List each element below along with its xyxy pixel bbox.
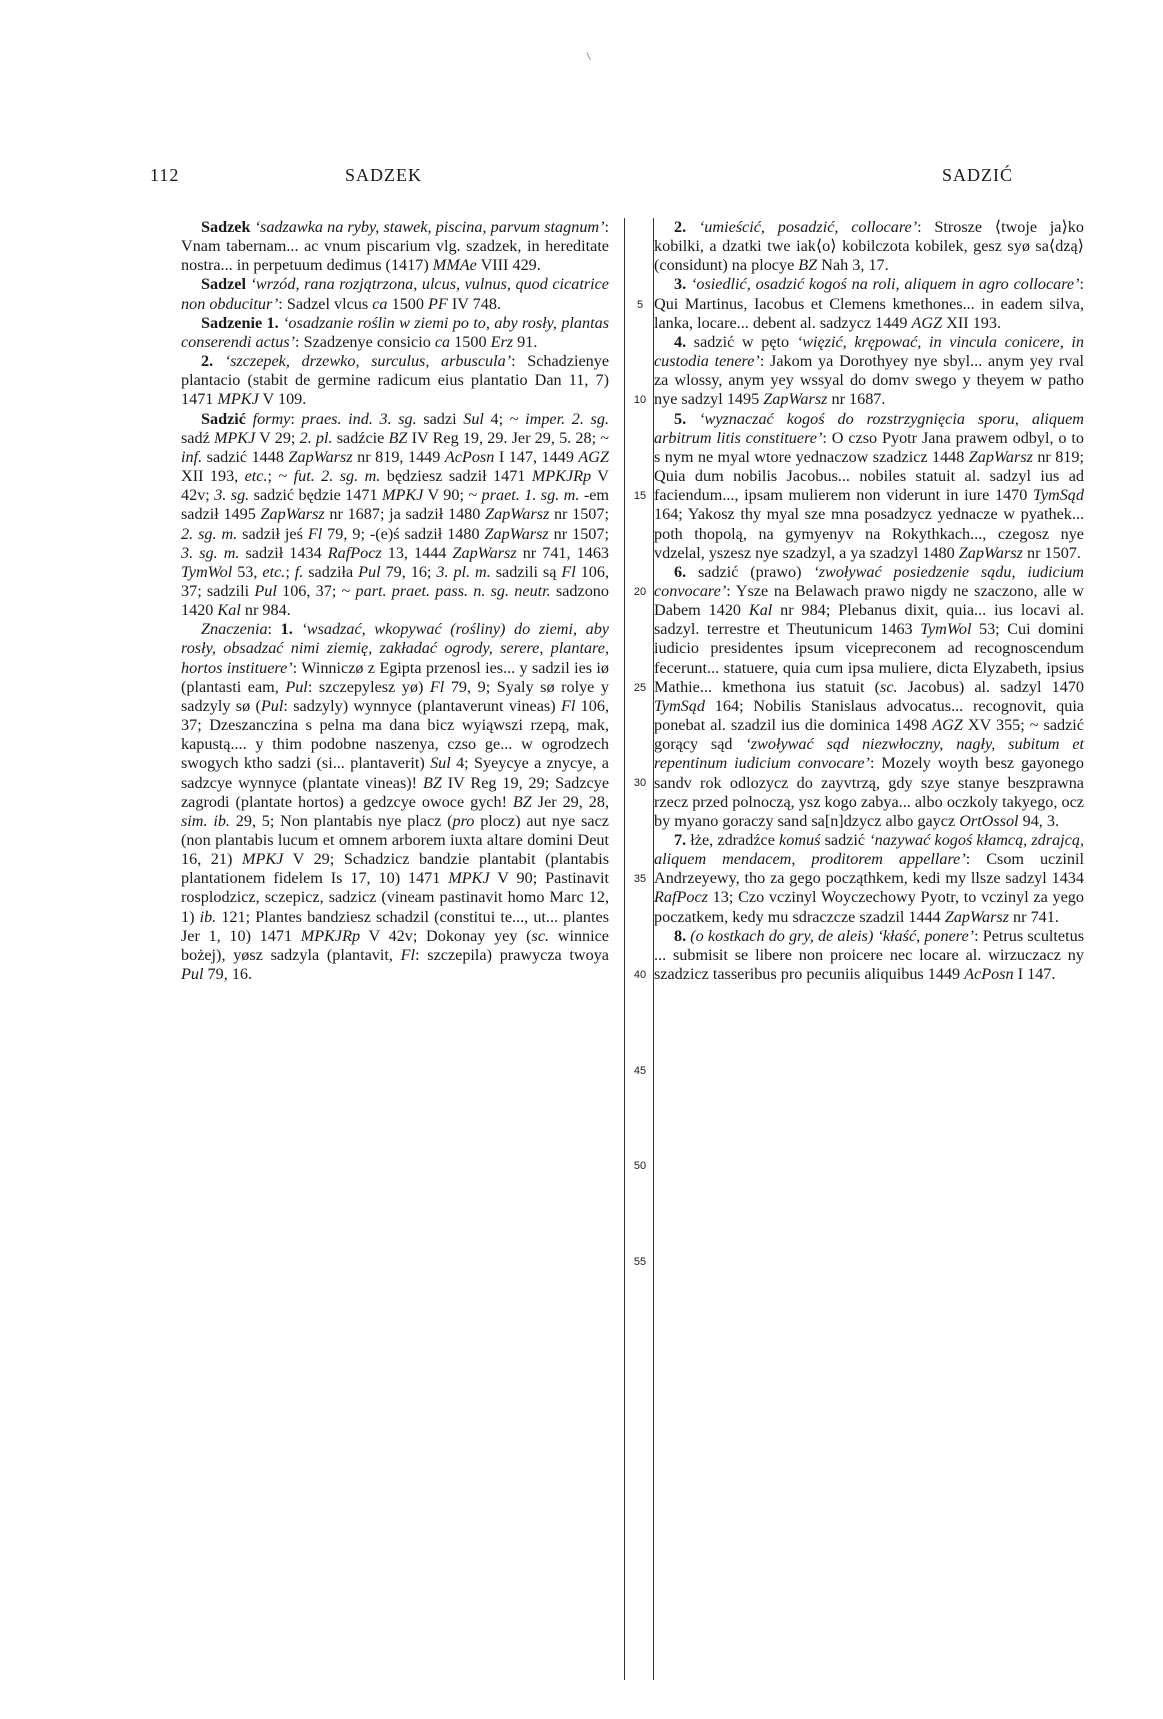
entry-text: -em sadził 1495 <box>181 486 609 524</box>
dictionary-entry <box>181 352 609 409</box>
entry-italic-text: MPKJ <box>381 486 424 505</box>
entry-text: V 109. <box>258 390 307 409</box>
entry-text: V 42v; <box>181 467 609 505</box>
entry-text: sadźcie <box>332 428 389 447</box>
entry-text: VIII 429. <box>476 256 541 275</box>
entry-italic-text: ‘zwoływać sąd niezwłoczny, nagły, subitum et repentinum iudicium convocare’ <box>654 735 1084 773</box>
entry-italic-text: BZ <box>422 773 442 792</box>
entry-text: : Szadzenye consicio <box>295 332 435 351</box>
entry-text: : Qui Martinus, Iacobus et Clemens kmethones... in eadem silva, lanka, locare... debent al. sadzycz 1449 <box>654 275 1084 332</box>
entry-text: winnice bożej), yøsz sadzyla (plantavit, <box>181 926 609 964</box>
entry-italic-text: imper. 2. sg. <box>525 409 609 428</box>
entry-italic-text: AcPosn <box>964 965 1014 984</box>
entry-italic-text: Sul <box>463 409 484 428</box>
entry-italic-text: TymSąd <box>654 696 705 715</box>
entry-italic-text: ZapWarsz <box>452 543 517 562</box>
entry-text: sadzić <box>820 831 870 849</box>
entry-text: : <box>290 409 302 428</box>
entry-text: : Jakom ya Dorothyey nye sbyl... anym yey rval za wlossy, anym yey wssyal do domv swego y theyem w patho nye sadzyl 1495 <box>654 352 1084 409</box>
entry-italic-text: ib. <box>199 907 217 926</box>
entry-italic-text: Fl <box>429 677 445 696</box>
dictionary-entry <box>181 410 609 621</box>
entry-italic-text: AGZ <box>911 313 943 332</box>
entry-italic-text: ZapWarsz <box>958 543 1023 562</box>
entry-headword: 4. <box>674 332 687 351</box>
right-column <box>654 218 1084 984</box>
entry-italic-text: ‘nazywać kogoś kłamcą, zdrajcą, aliquem mendacem, proditorem appellare’ <box>654 831 1084 869</box>
entry-italic-text: ZapWarsz <box>944 907 1009 926</box>
entry-italic-text: etc. <box>244 467 268 486</box>
column-rule-left <box>624 218 625 1680</box>
dictionary-entry <box>654 333 1084 410</box>
entry-text: : szczepila) prawycza twoya <box>415 945 609 964</box>
dictionary-entry <box>654 831 1084 927</box>
entry-text: IV Reg 19, 29. Jer 29, 5. 28; ~ <box>407 428 610 447</box>
entry-italic-text: komuś <box>779 831 821 849</box>
entry-italic-text: OrtOssol <box>959 811 1019 830</box>
entry-text <box>686 218 699 236</box>
entry-italic-text: Pul <box>181 965 204 984</box>
entry-italic-text: ‘więzić, krępować, in vincula conicere, in custodia tenere’ <box>654 332 1085 371</box>
entry-text: V 29; <box>255 428 300 447</box>
entry-italic-text: ‘zwoływać posiedzenie sądu, iudicium convocare’ <box>654 562 1084 600</box>
entry-headword: Sadzek <box>201 218 251 236</box>
entry-italic-text: ZapWarsz <box>485 505 550 524</box>
entry-text: 106, 37; ~ <box>276 581 356 600</box>
entry-headword: 7. <box>674 831 687 849</box>
entry-text: 79, 9; -(e)ś sadził 1480 <box>322 524 485 543</box>
entry-text: 29, 5; Non plantabis nye placz ( <box>229 811 453 830</box>
entry-italic-text: sc. <box>880 677 898 696</box>
entry-text: 91. <box>513 332 538 351</box>
entry-text <box>246 410 253 428</box>
dictionary-entry <box>654 218 1084 275</box>
line-number: 30 <box>633 777 647 790</box>
entry-text: 164; Yakosz thy myal sze mna posadzycz yednacze w pyathek... poth thopolą, na gymyenyv na Rokythkach..., czegosz nye vdzelal, yszesz nye szadzyl, a ya szadzyl 1480 <box>654 505 1084 562</box>
entry-text: sadziła <box>303 562 359 581</box>
entry-text: : O czso Pyotr Jana prawem odbyl, o to s nym ne myal wtore yednaczow szadzicz 1448 <box>654 428 1085 466</box>
entry-text: 53; Cui domini iudicio presidentes ipsum vicepreconem ad recognoscendum fecerunt... statuere, quia cum ipsa muliere, dicta Elyzabeth, ipsius Mathie... kmethona ius statuit ( <box>654 620 1084 696</box>
entry-italic-text: Fl <box>561 562 576 581</box>
line-number: 40 <box>633 968 647 981</box>
entry-italic-text: ‘osadzanie roślin w ziemi po to, aby rosły, plantas conserendi actus’ <box>181 313 609 351</box>
entry-italic-text: ZapWarsz <box>260 505 325 524</box>
dictionary-entry <box>181 275 609 313</box>
entry-italic-text: Erz <box>490 332 514 351</box>
entry-italic-text: ZapWarsz <box>484 524 549 543</box>
entry-text: 121; Plantes bandziesz schadzil (constitui te..., ut... plantes Jer 1, 10) 1471 <box>181 907 610 945</box>
entry-text: Nah 3, 17. <box>817 256 889 275</box>
entry-italic-text: Fl <box>307 524 323 543</box>
entry-headword: Sadzić <box>201 409 246 428</box>
entry-italic-text: AcPosn <box>444 447 495 466</box>
entry-headword: Sadzenie 1. <box>201 313 279 332</box>
entry-italic-text: ‘szczepek, drzewko, surculus, arbuscula’ <box>224 352 512 371</box>
entry-italic-text: ZapWarsz <box>763 390 828 409</box>
page-header <box>150 165 1013 189</box>
entry-text: XII 193, <box>181 467 245 486</box>
entry-text: nr 819; Quia dum nobilis Jacobus... nobiles statuit al. sadzyl ius ad faciendum..., ipsam mulierem non viderunt in iure 1470 <box>654 447 1084 505</box>
entry-italic-text: ‘wyznaczać kogoś do rozstrzygnięcia sporu, aliquem arbitrum litis constituere’ <box>654 409 1084 447</box>
entry-text: 79, 9; Syaly sø rolye y sadzyly sø ( <box>181 677 609 715</box>
entry-text: będziesz sadził 1471 <box>380 467 532 486</box>
entry-text: : Ysze na Belawach prawo nigdy ne szaczono, alle w Dabem 1420 <box>654 581 1084 620</box>
entry-text: Jacobus) al. sadzyl 1470 <box>897 677 1084 696</box>
entry-text: nr 741. <box>1009 907 1059 926</box>
entry-text: : Winniczø z Egipta przenosl ies... y sadzil ies iø (plantasti eam, <box>181 658 609 696</box>
entry-text: nr 984. <box>240 601 291 620</box>
entry-text: : Strosze ⟨twoje ja⟩ko kobilki, a dzatki twe iak⟨o⟩ kobilczota kobilek, gesz syø sa⟨dzą⟩ (considunt) na plocye <box>654 218 1084 275</box>
entry-italic-text: Pul <box>260 696 284 715</box>
entry-italic-text: Fl <box>400 945 416 964</box>
entry-text: XV 355; ~ sadzić gorący sąd <box>654 716 1084 754</box>
entry-italic-text: 3. sg. <box>214 486 250 505</box>
entry-text: plocz) aut nye sacz (non plantabis lucum et omnem arborem iuxta altare domini Deut 16, 21) <box>181 811 609 869</box>
entry-italic-text: Sul <box>430 754 451 773</box>
line-number: 20 <box>633 585 647 598</box>
entry-text: sadził jeś <box>237 524 308 543</box>
entry-italic-text: part. praet. pass. n. sg. neutr. <box>355 581 551 600</box>
entry-text: 106, 37; sadzili <box>181 562 610 600</box>
entry-italic-text: AGZ <box>932 716 963 735</box>
entry-text: nr 1687. <box>827 390 886 409</box>
entry-italic-text: formy <box>252 409 291 428</box>
entry-italic-text: TymSąd <box>1033 486 1084 505</box>
entry-text: : Sadzel vlcus <box>278 294 373 313</box>
entry-text: 79, 16; <box>380 562 437 581</box>
entry-italic-text: BZ <box>512 792 532 811</box>
line-number: 45 <box>633 1064 647 1077</box>
entry-italic-text: pro <box>452 811 475 830</box>
entry-text: : <box>267 620 281 639</box>
dictionary-entry <box>654 927 1084 984</box>
entry-italic-text: ZapWarsz <box>288 447 353 466</box>
entry-italic-text: Kal <box>217 601 241 620</box>
entry-text: I 147. <box>1013 965 1056 984</box>
entry-headword: 6. <box>674 562 687 581</box>
entry-text: nr 1507. <box>1022 543 1081 562</box>
entry-italic-text: sc. <box>531 926 550 945</box>
entry-text: V 90; Pastinavit rosplodzicz, sczepicz, sadzicz (vineam pastinavit homo Marc 12, 1) <box>181 869 610 926</box>
entry-text: nr 1507; <box>548 524 609 543</box>
entry-text: nr 741, 1463 <box>516 543 610 562</box>
entry-headword: Sadzel <box>201 275 246 294</box>
entry-italic-text: ‘osiedlić, osadzić kogoś na roli, aliquem in agro collocare’ <box>690 275 1080 294</box>
entry-italic-text: AGZ <box>578 447 610 466</box>
entry-text: nr 984; Plebanus dixit, quia... ius locavi al. sadzyl. terrestre et Theutunicum 1463 <box>654 601 1085 639</box>
entry-italic-text: ‘wrzód, rana rozjątrzona, ulcus, vulnus, quod cicatrice non obducitur’ <box>181 275 609 313</box>
dictionary-entry <box>181 314 609 352</box>
entry-text: sadzili są <box>490 562 562 581</box>
line-number: 10 <box>633 394 647 407</box>
running-head-right: SADZIĆ <box>941 165 1013 185</box>
entry-italic-text: PF <box>428 294 448 313</box>
entry-italic-text: etc. <box>262 562 286 581</box>
entry-text: Jer 29, 28, <box>531 792 609 811</box>
line-number: 25 <box>633 681 647 694</box>
entry-italic-text: MPKJ <box>241 850 284 869</box>
entry-italic-text: 2. sg. m. <box>181 524 238 543</box>
dictionary-entry <box>181 620 609 984</box>
entry-text: 164; Nobilis Stanislaus advocatus... recognovit, quia ponebat al. szadzil ius die dominica 1498 <box>654 696 1084 735</box>
entry-italic-text: fut. 2. sg. m. <box>293 467 381 486</box>
entry-italic-text: sim. ib. <box>181 811 230 830</box>
entry-text: V 42v; Dokonay yey ( <box>360 926 532 945</box>
entry-text <box>686 410 699 428</box>
entry-text: V 90; ~ <box>423 486 482 505</box>
entry-text: sadzić 1448 <box>202 447 289 466</box>
entry-text: sadzi <box>416 409 464 428</box>
entry-headword: 8. <box>674 926 687 945</box>
entry-text: nr 1687; ja sadził 1480 <box>324 505 486 524</box>
entry-italic-text: 3. pl. m. <box>436 562 491 581</box>
entry-italic-text: RafPocz <box>654 888 708 907</box>
entry-text: : Mozely woyth besz gayonego sandv rok odlozycz do zayvtrzą, gdy szye stanye beszprawna rzecz przed polnoczą, ysz kogo zabya... albo oczkoly takyego, ocz by myano goraczy sand sa[n]dzycz albo gaycz <box>654 754 1084 830</box>
entry-italic-text: TymWol <box>920 620 972 639</box>
entry-italic-text: 3. sg. m. <box>181 543 240 562</box>
entry-text <box>213 352 225 370</box>
entry-text: 79, 16. <box>203 965 253 984</box>
entry-text: sadzić będzie 1471 <box>249 486 382 505</box>
entry-italic-text: BZ <box>388 428 408 447</box>
entry-headword: 5. <box>674 409 687 428</box>
entry-italic-text: praes. ind. 3. sg. <box>301 409 417 428</box>
dictionary-entry <box>181 218 609 275</box>
entry-italic-text: inf. <box>181 447 203 466</box>
running-head-left: SADZEK <box>345 165 422 185</box>
entry-italic-text: ‘umieścić, posadzić, collocare’ <box>698 218 918 236</box>
entry-headword: 2. <box>201 352 214 371</box>
entry-text: nr 819, 1449 <box>352 447 445 466</box>
entry-text: V 29; Schadzicz bandzie plantabit (plantabis plantationem fidelem Is 17, 10) 1471 <box>181 850 609 888</box>
entry-text: 94, 3. <box>1018 811 1060 830</box>
entry-text: IV Reg 19, 29; Sadzcye zagrodi (plantate hortos) a gedzcye owoce gych! <box>181 773 610 811</box>
entry-text: sadzono 1420 <box>181 581 609 620</box>
entry-text: : Petrus scultetus ... submisit se libere non proicere nec locare al. wirzuczacz ny szadzicz tasseribus pro pecuniis aliquibus 1449 <box>654 926 1084 984</box>
entry-italic-text: Pul <box>254 581 277 600</box>
entry-italic-text: MMAe <box>432 256 477 275</box>
dictionary-entry <box>654 275 1084 332</box>
line-number: 35 <box>633 873 647 886</box>
entry-italic-text: ‘wsadzać, wkopywać (rośliny) do ziemi, aby rosły, obsadzać nimi ziemię, zakładać ogrody, serere, plantare, hortos instituere’ <box>181 620 609 677</box>
entry-italic-text: MPKJ <box>217 390 259 409</box>
entry-italic-text: RafPocz <box>327 543 382 562</box>
entry-text: 53, <box>232 562 263 581</box>
entry-italic-text: ZapWarsz <box>968 447 1033 466</box>
entry-italic-text: MPKJ <box>213 428 256 447</box>
scan-mark <box>586 52 590 60</box>
entry-italic-text: ca <box>372 294 388 313</box>
entry-italic-text: Znaczenia <box>201 620 268 639</box>
entry-text: ; <box>285 562 295 581</box>
entry-text: : szczepylesz yø) <box>307 677 430 696</box>
dictionary-entry <box>654 563 1084 831</box>
entry-text: IV 748. <box>447 294 501 313</box>
entry-text: 13; Czo vczinyl Woyczechowy Pyotr, to vczinyl za yego poczatkem, kedy mu sdraczcze szadzil 1444 <box>654 888 1084 926</box>
entry-text: nr 1507; <box>549 505 609 524</box>
entry-italic-text: MPKJRp <box>531 467 592 486</box>
dictionary-entry <box>654 410 1084 563</box>
page-number: 112 <box>150 165 180 185</box>
entry-italic-text: (o kostkach do gry, de aleis) ‘kłaść, ponere’ <box>690 926 975 945</box>
entry-italic-text: Pul <box>285 677 308 696</box>
entry-italic-text: TymWol <box>181 562 233 581</box>
entry-headword: 1. <box>280 620 293 639</box>
entry-text: : sadzyly) wynnyce (plantaverunt vineas) <box>283 696 561 715</box>
entry-text: sadź <box>181 428 214 447</box>
entry-italic-text: ‘sadzawka na ryby, stawek, piscina, parvum stagnum’ <box>254 218 605 236</box>
entry-italic-text: Kal <box>748 601 773 620</box>
entry-text: 106, 37; Dzeszanczina s pelna ma dana bicz wyiąwszi rzepą, mak, kapustą.... y thim podobne naszenya, czso ge... w ogrodzech swogych ktho sadzi (si... plantaverit) <box>181 696 609 773</box>
entry-italic-text: MPKJ <box>448 869 490 888</box>
entry-text: ; ~ <box>267 467 294 486</box>
line-number: 5 <box>636 298 644 311</box>
entry-italic-text: BZ <box>798 256 818 275</box>
line-number: 15 <box>633 490 647 503</box>
entry-text: 1500 <box>450 332 491 351</box>
entry-text: łże, zdradźce <box>686 831 780 849</box>
entry-italic-text: 2. pl. <box>299 428 333 447</box>
entry-text: : Vnam tabernam... ac vnum piscarium vlg. szadzek, in hereditate nostra... in perpetuum dedimus (1417) <box>181 218 609 275</box>
entry-italic-text: ca <box>434 332 451 351</box>
entry-text: I 147, 1449 <box>494 447 579 466</box>
entry-text: 1500 <box>387 294 428 313</box>
entry-headword: 3. <box>674 275 687 294</box>
entry-text: sadzić w pęto <box>686 332 797 351</box>
entry-italic-text: Pul <box>358 562 381 581</box>
line-number: 55 <box>633 1256 647 1269</box>
entry-text: 4; ~ <box>483 409 526 428</box>
entry-text: XII 193. <box>942 313 1002 332</box>
entry-text: : Csom uczinil Andrzeyewy, tho za gego począthkem, kedi my llsze sadzyl 1434 <box>654 850 1085 888</box>
entry-italic-text: praet. 1. sg. m. <box>481 486 580 505</box>
entry-text: 4; Syeycye a znycye, a sadzcye wynnyce (plantate vineas)! <box>181 754 609 792</box>
entry-italic-text: Fl <box>560 696 576 715</box>
entry-text: sadzić (prawo) <box>686 562 814 581</box>
entry-text: : Schadzienye plantacio (stabit de germine radicum eius plantatio Dan 11, 7) 1471 <box>181 352 610 409</box>
line-number: 50 <box>633 1160 647 1173</box>
entry-text: sadził 1434 <box>239 543 328 562</box>
left-column <box>181 218 609 984</box>
entry-text: 13, 1444 <box>381 543 453 562</box>
entry-italic-text: MPKJRp <box>300 926 361 945</box>
entry-italic-text: f. <box>294 562 304 581</box>
entry-headword: 2. <box>674 218 687 236</box>
